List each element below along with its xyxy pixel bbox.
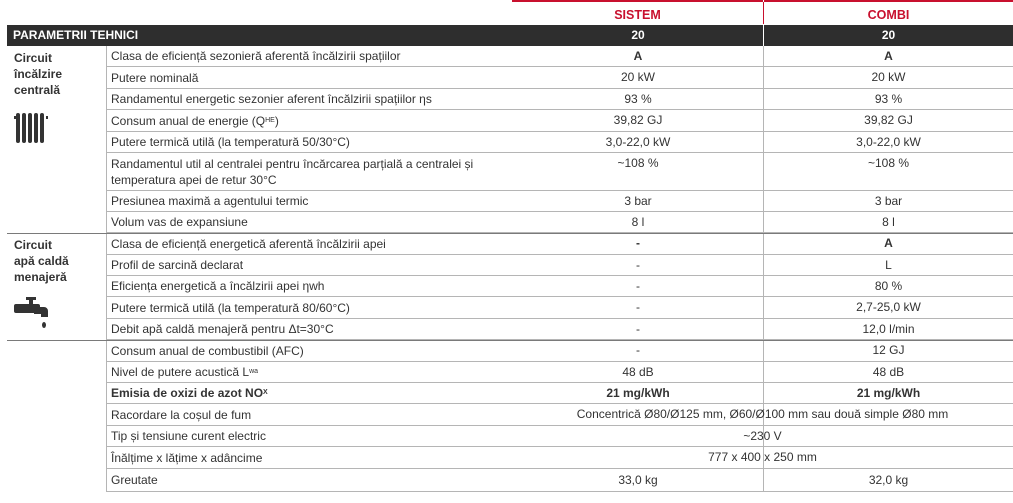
table-row: [106, 447, 1013, 469]
row-label: Înălțime x lățime x adâncime: [111, 450, 263, 465]
value-sistem: 20 kW: [620, 70, 655, 84]
table-row: [106, 404, 1013, 426]
value-sistem: 3,0-22,0 kW: [605, 135, 671, 149]
row-label: Racordare la coșul de fum: [111, 407, 252, 422]
value-combi: 12 GJ: [872, 343, 905, 357]
row-label: Consum anual de energie (Q HE ): [111, 113, 279, 128]
row-label: Putere termică utilă (la temperatură 80/60°C): [111, 300, 350, 315]
label-subscript: wa: [249, 368, 259, 375]
row-label: Putere termică utilă (la temperatură 50/30°C): [111, 135, 350, 149]
table-row: [106, 110, 1013, 132]
label-subscript: HE: [265, 116, 275, 124]
table-row: [106, 212, 1013, 233]
table-row: [106, 191, 1013, 212]
value-combi: 3 bar: [874, 194, 903, 208]
value-combi: 80 %: [874, 279, 903, 293]
value-combi: 32,0 kg: [868, 473, 909, 487]
value-combi: 93 %: [874, 92, 903, 106]
table-row: [106, 255, 1013, 276]
table-row: [106, 383, 1013, 404]
table-row: [106, 132, 1013, 153]
row-label: Randamentul energetic sezonier aferent încălzirii spațiilor ηs: [111, 92, 432, 106]
row-label: Profil de sarcină declarat: [111, 258, 244, 272]
value-sistem: A: [633, 49, 643, 63]
table-row: [106, 46, 1013, 67]
section-label-central-heating: Circuit încălzire centrală: [14, 51, 63, 97]
parameters-header-bar: [7, 25, 1013, 46]
value-shared: Concentrică Ø80/Ø125 mm, Ø60/Ø100 mm sau două simple Ø80 mm: [576, 407, 949, 421]
value-combi: ~108 %: [867, 156, 910, 170]
value-sistem: 21 mg/kWh: [606, 386, 670, 400]
row-label: Randamentul util al centralei pentru încărcarea parțială a centralei și temperatura apei de retur 30°C: [111, 156, 474, 187]
table-row: [106, 276, 1013, 297]
value-sistem: -: [636, 258, 640, 272]
row-label: Greutate: [111, 473, 158, 487]
value-combi: L: [885, 258, 892, 272]
row-label: Tip și tensiune curent electric: [111, 429, 266, 443]
row-label: Eficiența energetică a încălzirii apei ηwh: [111, 279, 325, 293]
value-combi: 20 kW: [871, 70, 906, 84]
value-sistem: -: [636, 236, 640, 250]
value-sistem: 39,82 GJ: [613, 113, 663, 127]
table-row: [106, 297, 1013, 319]
row-label: Volum vas de expansiune: [111, 215, 248, 229]
value-sistem: -: [636, 322, 640, 336]
value-sistem: 8 l: [631, 215, 645, 229]
value-shared: ~230 V: [743, 429, 782, 443]
table-row: [106, 233, 1013, 255]
row-label: Clasa de eficiență sezonieră aferentă încălzirii spațiilor: [111, 49, 401, 63]
value-sistem: -: [636, 279, 640, 293]
value-combi: 21 mg/kWh: [856, 386, 921, 400]
value-sistem: 48 dB: [622, 365, 654, 379]
label-subscript: X: [263, 389, 268, 396]
table-row: [106, 67, 1013, 89]
value-sistem: ~108 %: [617, 156, 659, 170]
value-sistem: -: [636, 300, 640, 314]
value-combi: 48 dB: [872, 365, 905, 379]
header-divider: [763, 25, 764, 46]
row-label: Debit apă caldă menajeră pentru Δt=30°C: [111, 322, 334, 336]
row-label: Putere nominală: [111, 70, 199, 85]
radiator-icon: [14, 112, 48, 144]
table-row: [106, 319, 1013, 340]
value-combi: 2,7-25,0 kW: [856, 300, 921, 314]
row-label: Emisia de oxizi de azot NO X: [111, 386, 268, 400]
table-row: [106, 340, 1013, 362]
value-shared: 777 x 400 x 250 mm: [708, 450, 817, 464]
parameters-title: PARAMETRII TEHNICI: [13, 28, 139, 42]
column-header-sistem: SISTEM: [512, 0, 763, 24]
table-row: [106, 469, 1013, 492]
value-combi: 3,0-22,0 kW: [856, 135, 921, 149]
table-row: [106, 89, 1013, 110]
value-combi: A: [884, 236, 893, 250]
table-row: [106, 153, 1013, 191]
value-sistem: -: [636, 343, 640, 357]
value-sistem: 3 bar: [624, 194, 652, 208]
column-divider: [763, 2, 764, 24]
section-label-hot-water: Circuit apă caldă menajeră: [14, 238, 69, 284]
row-label: Consum anual de combustibil (AFC): [111, 343, 304, 358]
value-combi: 39,82 GJ: [864, 113, 913, 127]
value-combi: 12,0 l/min: [862, 322, 915, 336]
header-sistem-model: 20: [631, 28, 645, 42]
row-label: Clasa de eficiență energetică aferentă încălzirii apei: [111, 236, 386, 251]
faucet-icon: [14, 297, 50, 331]
value-combi: A: [884, 49, 893, 63]
row-label: Nivel de putere acustică L wa: [111, 365, 259, 379]
value-combi: 8 l: [882, 215, 895, 229]
row-label: Presiunea maximă a agentului termic: [111, 194, 309, 208]
table-row: [106, 362, 1013, 383]
column-header-combi: COMBI: [764, 0, 1013, 24]
table-row: [106, 426, 1013, 447]
value-sistem: 33,0 kg: [618, 473, 658, 487]
value-sistem: 93 %: [624, 92, 652, 106]
header-combi-model: 20: [881, 28, 896, 42]
